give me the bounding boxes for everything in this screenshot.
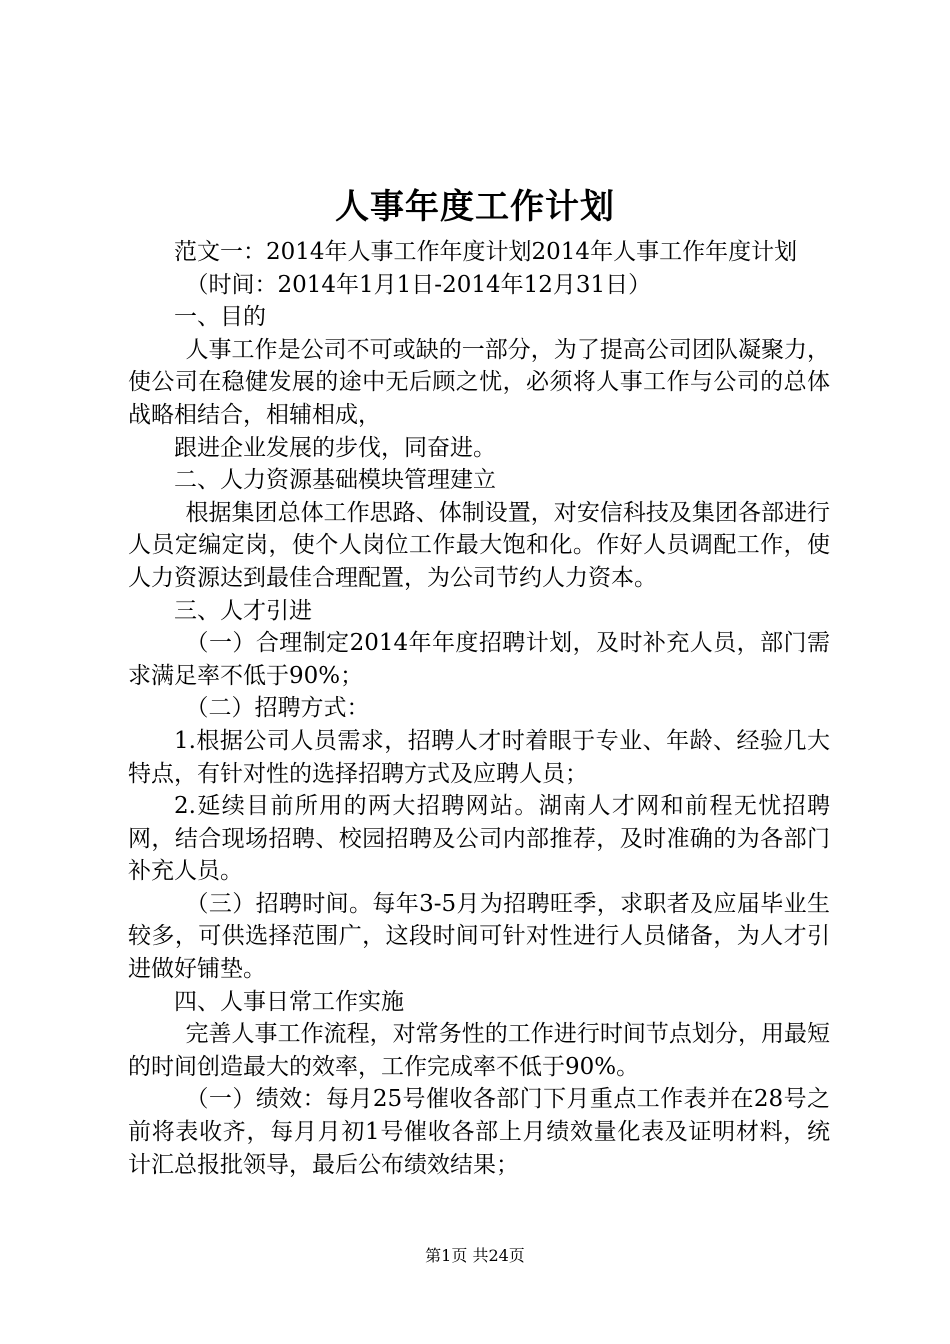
paragraph: （时间：2014年1月1日-2014年12月31日） xyxy=(185,271,652,298)
document-title: 人事年度工作计划 xyxy=(335,187,615,227)
document-body xyxy=(128,236,830,1181)
section-heading: 一、目的 xyxy=(174,304,266,331)
page-number: 第1页 共24页 xyxy=(425,1246,525,1265)
paragraph: 人事工作是公司不可或缺的一部分，为了提高公司团队凝聚力，使公司在稳健发展的途中无后顾之忧，必须将人事工作与公司的总体战略相结合，相辅相成， xyxy=(128,336,830,428)
paragraph: 根据集团总体工作思路、体制设置，对安信科技及集团各部进行人员定编定岗，使个人岗位工作最大饱和化。作好人员调配工作，使人力资源达到最佳合理配置，为公司节约人力资本。 xyxy=(128,499,830,591)
paragraph: （二）招聘方式： xyxy=(185,695,370,722)
section-heading: 四、人事日常工作实施 xyxy=(174,988,404,1015)
section-heading: 三、人才引进 xyxy=(174,597,312,624)
paragraph: （三）招聘时间。每年3-5月为招聘旺季，求职者及应届毕业生较多，可供选择范围广，这段时间可针对性进行人员储备，为人才引进做好铺垫。 xyxy=(128,890,830,983)
paragraph: 完善人事工作流程，对常务性的工作进行时间节点划分，用最短的时间创造最大的效率，工作完成率不低于90%。 xyxy=(128,1021,830,1080)
paragraph: 2.延续目前所用的两大招聘网站。湖南人才网和前程无忧招聘网，结合现场招聘、校园招聘及公司内部推荐，及时准确的为各部门补充人员。 xyxy=(128,793,830,885)
paragraph: 跟进企业发展的步伐，同奋进。 xyxy=(174,434,496,461)
paragraph: 1.根据公司人员需求，招聘人才时着眼于专业、年龄、经验几大特点，有针对性的选择招聘方式及应聘人员； xyxy=(128,727,830,787)
paragraph: （一）绩效：每月25号催收各部门下月重点工作表并在28号之前将表收齐，每月月初1号催收各部上月绩效量化表及证明材料，统计汇总报批领导，最后公布绩效结果； xyxy=(128,1086,830,1178)
paragraph: （一）合理制定2014年年度招聘计划，及时补充人员，部门需求满足率不低于90%； xyxy=(128,630,830,689)
section-heading: 二、人力资源基础模块管理建立 xyxy=(174,467,496,494)
paragraph: 范文一：2014年人事工作年度计划2014年人事工作年度计划 xyxy=(174,239,798,265)
